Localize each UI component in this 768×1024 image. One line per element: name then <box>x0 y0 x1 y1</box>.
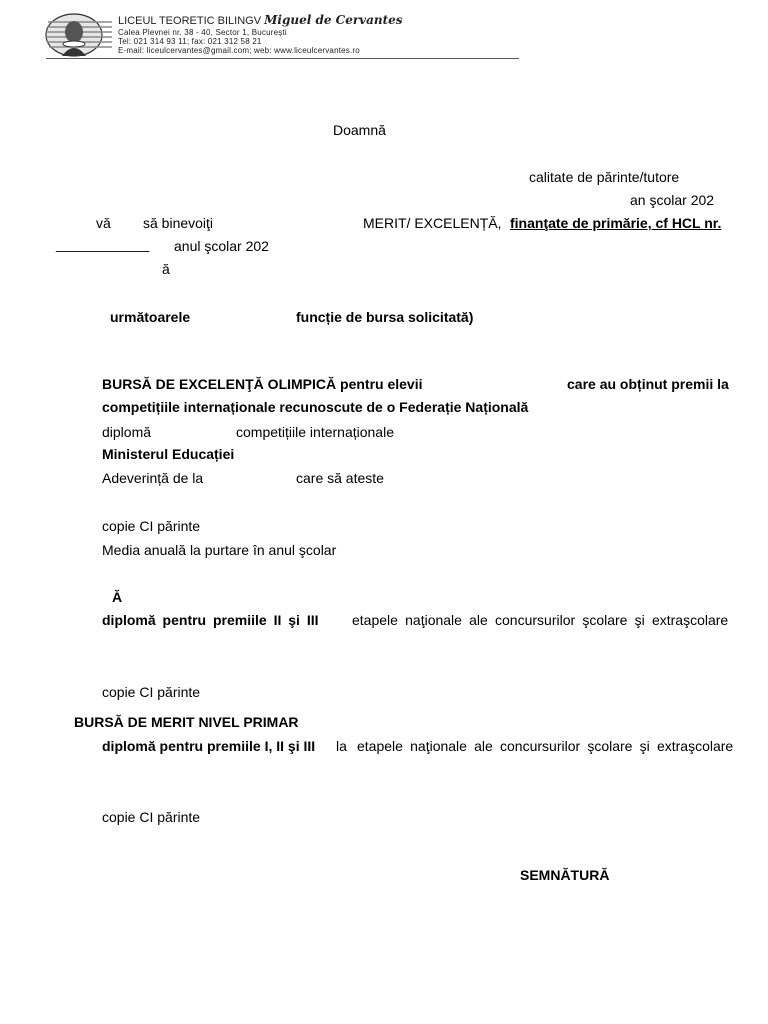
section-primary-heading: BURSĂ DE MERIT NIVEL PRIMAR <box>74 714 299 730</box>
letterhead <box>44 10 520 62</box>
olympic-item-conduct: Media anuală la purtare în anul şcolar <box>102 542 337 558</box>
school-phone: Tel: 021 314 93 11; fax: 021 312 58 21 <box>118 37 262 46</box>
section-olympic-heading-2: care au obținut premii la <box>567 376 729 392</box>
olympic-item-certificate: Adeverință de la <box>102 470 204 486</box>
school-logo <box>44 12 114 58</box>
funding-text: finanţate de primărie, cf HCL nr. <box>510 215 722 231</box>
primary-item-diploma: diplomă pentru premiile I, II şi III <box>102 738 316 754</box>
request-text-1: vă <box>96 215 111 231</box>
section-2-item-parent-id: copie CI părinte <box>102 684 201 700</box>
hcl-number-blank: ____________ <box>56 236 150 252</box>
olympic-item-diploma-2: competițiile internaționale <box>236 424 394 440</box>
olympic-item-parent-id: copie CI părinte <box>102 518 201 534</box>
section-2-item-diploma-2: etapele naţionale ale concursurilor şcolare şi extraşcolare <box>352 612 729 628</box>
salutation: Doamnă <box>333 122 386 138</box>
documents-intro: următoarele <box>110 309 191 325</box>
body-fragment: ă <box>162 261 170 277</box>
school-year-text: an şcolar 202 <box>630 192 715 208</box>
school-year-text-2: anul şcolar 202 <box>174 238 269 254</box>
primary-item-parent-id: copie CI părinte <box>102 809 201 825</box>
section-olympic-heading: BURSĂ DE EXCELENŢĂ OLIMPICĂ pentru elevii <box>102 376 423 392</box>
school-address: Calea Plevnei nr. 38 - 40, Sector 1, București <box>118 28 287 37</box>
section-2-heading: Ă <box>112 589 123 605</box>
parent-capacity-text: calitate de părinte/tutore <box>529 169 680 185</box>
school-name-script: Miguel de Cervantes <box>264 13 403 27</box>
olympic-item-ministry: Ministerul Educației <box>102 446 235 462</box>
signature-label: SEMNĂTURĂ <box>520 867 610 883</box>
request-text-3: MERIT/ EXCELENȚĂ, <box>363 215 502 231</box>
school-email: E-mail: liceulcervantes@gmail.com; web: www.liceulcervantes.ro <box>118 46 360 55</box>
header-divider <box>46 58 519 59</box>
school-name: LICEUL TEORETIC BILINGV <box>118 15 262 27</box>
olympic-item-certificate-2: care să ateste <box>296 470 384 486</box>
documents-intro-2: funcție de bursa solicitată) <box>296 309 474 325</box>
section-2-item-diploma: diplomă pentru premiile II şi III <box>102 612 319 628</box>
olympic-item-diploma: diplomă <box>102 424 152 440</box>
request-text-2: să binevoiţi <box>143 215 214 231</box>
primary-item-diploma-2: etapele naţionale ale concursurilor şcolare şi extraşcolare <box>357 738 734 754</box>
section-olympic-heading-3: competițiile internaționale recunoscute de o Federație Națională <box>102 399 529 415</box>
primary-item-diploma-la: la <box>336 738 347 754</box>
